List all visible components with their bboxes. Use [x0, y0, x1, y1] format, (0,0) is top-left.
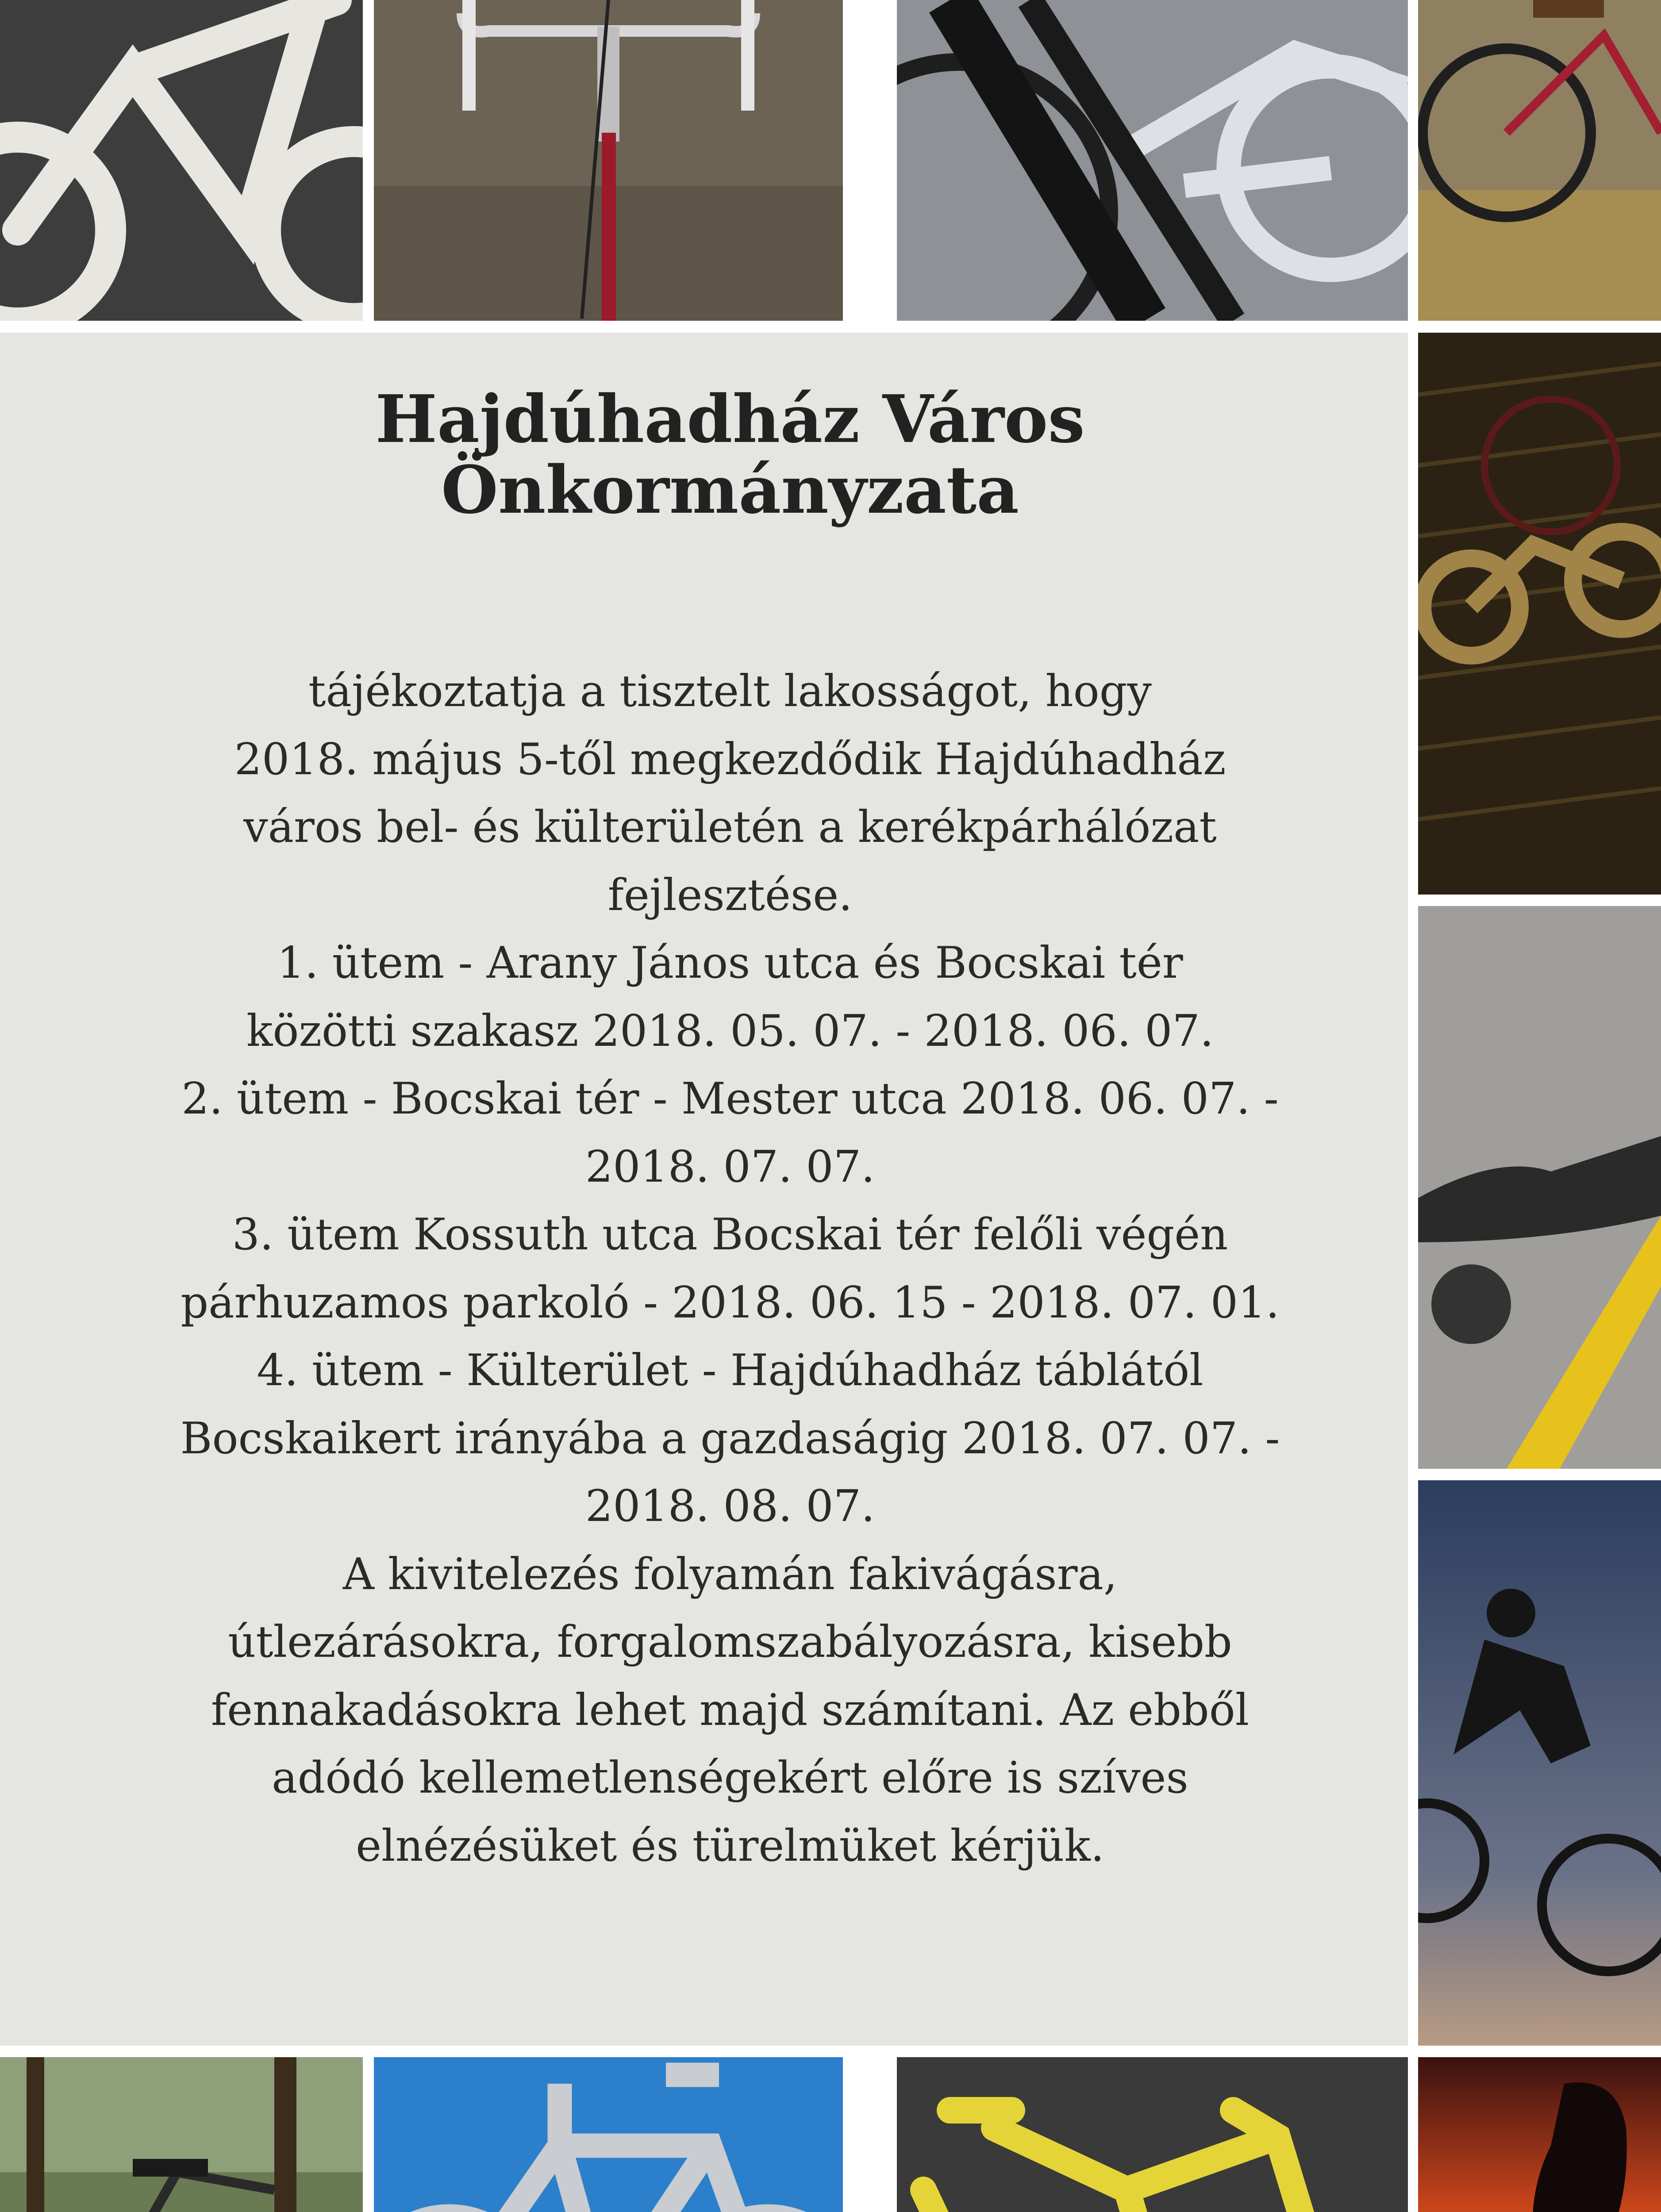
- body-line: 2018. május 5-től megkezdődik Hajdúhadház: [234, 734, 1226, 785]
- parked-bicycle-in-park-photo: [0, 2057, 363, 2212]
- cyclist-silhouette-sky-photo: [1418, 1480, 1661, 2046]
- title-line-2: Önkormányzata: [441, 451, 1019, 528]
- body-line: fennakadásokra lehet majd számítani. Az ebből: [211, 1685, 1250, 1736]
- title-line-1: Hajdúhadház Város: [375, 380, 1085, 457]
- body-line: 2018. 07. 07.: [585, 1141, 875, 1192]
- body-line: 2018. 08. 07.: [585, 1481, 875, 1532]
- bike-lane-marking-dark-photo: [1418, 333, 1661, 895]
- body-line: 1. ütem - Arany János utca és Bocskai tér: [277, 938, 1183, 988]
- body-line: 2. ütem - Bocskai tér - Mester utca 2018. 06. 07. -: [181, 1074, 1279, 1124]
- body-line: A kivitelezés folyamán fakivágásra,: [342, 1549, 1118, 1600]
- body-line: város bel- és külterületén a kerékpárhálózat: [243, 802, 1217, 853]
- announcement-panel: [0, 333, 1408, 2046]
- body-line: 3. ütem Kossuth utca Bocskai tér felőli végén: [232, 1210, 1228, 1260]
- body-line: elnézésüket és türelmüket kérjük.: [356, 1820, 1104, 1871]
- yellow-bike-marking-photo: [897, 2057, 1408, 2212]
- announcement-title: [133, 380, 1327, 528]
- cyclist-shadow-yellow-line-photo: [1418, 906, 1661, 1469]
- body-line: párhuzamos parkoló - 2018. 06. 15 - 2018. 07. 01.: [181, 1277, 1280, 1328]
- body-line: útlezárásokra, forgalomszabályozásra, kisebb: [228, 1617, 1232, 1667]
- body-line: tájékoztatja a tisztelt lakosságot, hogy: [308, 666, 1152, 717]
- bike-on-lane-marking-photo: [897, 0, 1408, 321]
- announcement-body: [115, 658, 1345, 1880]
- body-line: 4. ütem - Külterület - Hajdúhadház táblától: [257, 1345, 1203, 1396]
- cyclist-silhouette-sunset-photo: [1418, 2057, 1661, 2212]
- body-line: adódó kellemetlenségekért előre is szíves: [272, 1753, 1188, 1803]
- blue-bicycle-sign-photo: [374, 2057, 843, 2212]
- body-line: fejlesztése.: [607, 870, 853, 921]
- bike-lane-marking-white-photo: [0, 0, 363, 321]
- body-line: Bocskaikert irányába a gazdaságig 2018. 07. 07. -: [180, 1413, 1280, 1464]
- red-bicycle-in-grass-photo: [1418, 0, 1661, 321]
- body-line: közötti szakasz 2018. 05. 07. - 2018. 06. 07.: [246, 1006, 1214, 1056]
- handlebar-riding-photo: [374, 0, 843, 321]
